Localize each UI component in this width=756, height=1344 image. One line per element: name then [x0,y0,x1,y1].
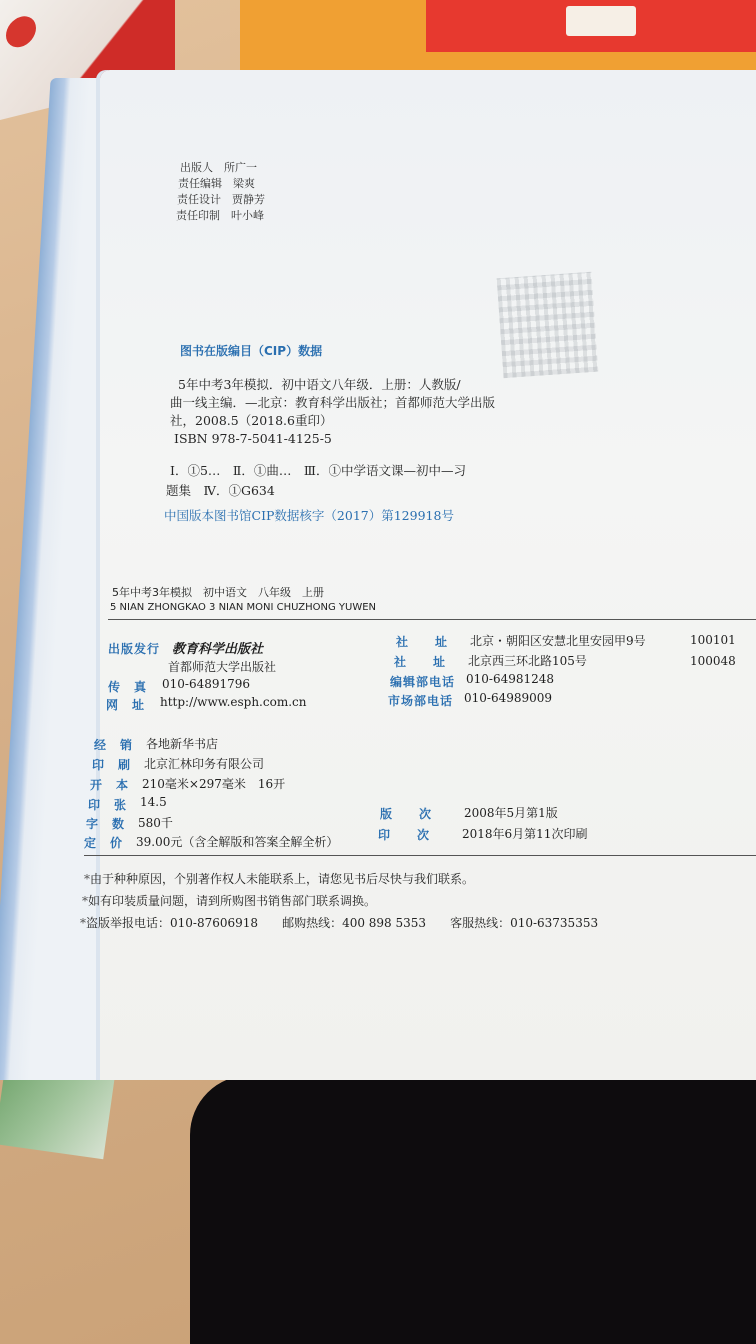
cip-class-line: 题集 Ⅳ．①G634 [166,483,275,498]
edition-label: 版 次 [380,807,433,821]
spec-label: 字 数 [86,817,126,831]
cip-class-line: Ⅰ．①5… Ⅱ．①曲… Ⅲ．①中学语文课—初中—习 [170,463,466,478]
address-label: 社 址 [396,635,449,649]
book-pinyin: 5 NIAN ZHONGKAO 3 NIAN MONI CHUZHONG YUWEN [110,602,377,613]
credit-role: 出版人 [180,161,213,174]
bullet-star-icon: * [82,894,88,908]
spec-label: 定 价 [84,836,124,850]
credit-name: 梁爽 [233,177,255,190]
credit-name: 所广一 [224,161,257,174]
edit-phone: 010-64981248 [466,672,555,686]
bullet-star-icon: * [80,916,86,930]
market-phone-label: 市场部电话 [388,694,454,708]
spec-value: 210毫米×297毫米 16开 [142,777,286,791]
orange-book-cover [240,0,756,70]
spec-value: 580千 [138,816,173,830]
credit-editor [178,176,255,191]
publisher-logo-name: 教育科学出版社 [172,642,264,657]
website-url: http://www.esph.com.cn [160,695,307,709]
publisher-label: 出版发行 [108,642,161,656]
cip-line: 曲一线主编．—北京：教育科学出版社；首都师范大学出版 [170,395,496,410]
fax-number: 010-64891796 [162,677,251,691]
white-label [566,6,636,36]
address-label-2: 社 址 [394,655,447,669]
spec-label: 经 销 [94,738,134,752]
book-title: 5年中考3年模拟 初中语文 八年级 上册 [112,586,324,599]
address-1: 北京・朝阳区安慧北里安园甲9号 [470,634,646,648]
note-line [84,870,474,887]
hotline-row [80,914,598,931]
spec-value: 各地新华书店 [146,737,219,751]
cip-heading: 图书在版编目（CIP）数据 [180,344,323,358]
edition-value: 2008年5月第1版 [464,806,558,820]
credit-role: 责任编辑 [178,177,222,190]
credit-printing [176,208,264,223]
credit-name: 叶小峰 [231,209,264,222]
address-2: 北京西三环北路105号 [468,654,587,668]
credit-name: 贾静芳 [232,193,265,206]
cip-isbn: ISBN 978-7-5041-4125-5 [174,431,332,446]
cip-verification: 中国版本图书馆CIP数据核字（2017）第129918号 [164,508,454,523]
cip-line: 5年中考3年模拟．初中语文八年级．上册：人教版/ [178,377,461,392]
credit-publisher [180,160,257,175]
dark-cloth [190,1075,756,1344]
spec-label: 开 本 [90,778,130,792]
zip-2: 100048 [690,654,736,668]
copyright-page [80,70,756,1080]
publisher-name-2: 首都师范大学出版社 [168,660,277,674]
impression-label: 印 次 [378,828,431,842]
spec-label: 印 刷 [92,758,132,772]
mail-order-hotline: 邮购热线：400 898 5353 [282,916,427,930]
edit-phone-label: 编辑部电话 [390,675,456,689]
spec-value: 北京汇林印务有限公司 [144,757,265,771]
website-label: 网 址 [106,698,146,712]
spec-value: 14.5 [140,795,167,809]
note-text: 由于种种原因，个别著作权人未能联系上，请您见书后尽快与我们联系。 [90,872,475,886]
market-phone: 010-64989009 [464,691,553,705]
bleed-through-qr [497,272,599,378]
package-badge [6,13,36,50]
spec-label: 印 张 [88,798,128,812]
impression-value: 2018年6月第11次印刷 [462,827,588,841]
zip-1: 100101 [690,633,736,647]
divider [84,855,756,856]
fax-label: 传 真 [108,680,148,694]
note-line [82,892,376,909]
customer-service-hotline: 客服热线：010-63735353 [450,916,599,930]
credit-role: 责任设计 [177,193,221,206]
piracy-hotline: 盗版举报电话：010-87606918 [86,916,259,930]
credit-role: 责任印制 [176,209,220,222]
divider [108,619,756,620]
bullet-star-icon: * [84,872,90,886]
cip-line: 社，2008.5（2018.6重印） [170,413,333,428]
spec-price: 39.00元（含全解版和答案全解全析） [136,835,339,849]
note-text: 如有印装质量问题，请到所购图书销售部门联系调换。 [88,894,377,908]
credit-designer [177,192,265,207]
